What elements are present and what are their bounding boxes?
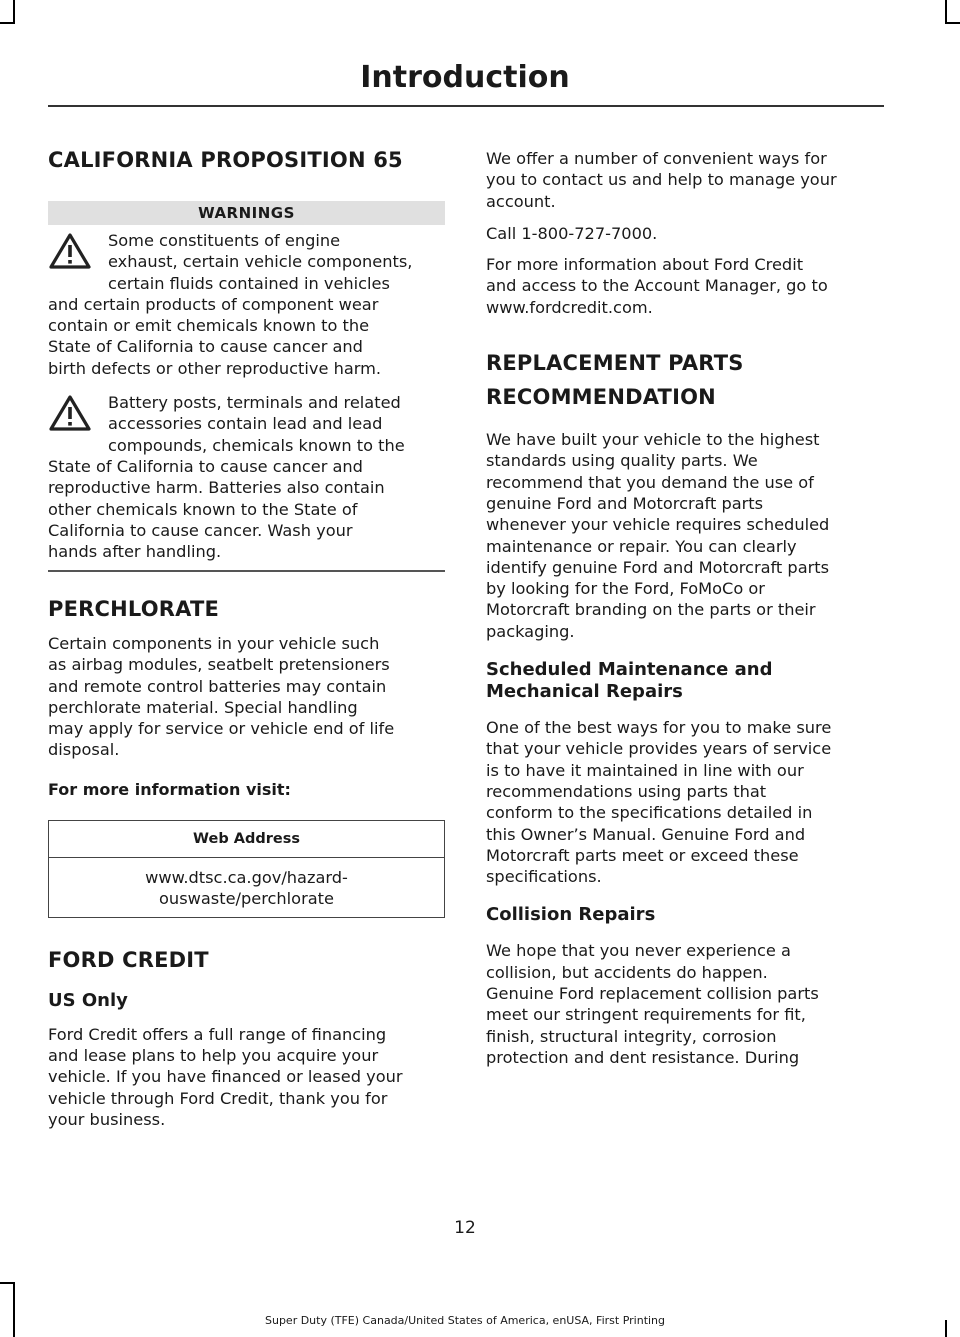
body-line: and lease plans to help you acquire your — [48, 1046, 379, 1066]
body-line: vehicle through Ford Credit, thank you for — [48, 1088, 388, 1108]
warnings-banner: WARNINGS — [48, 201, 445, 225]
warning-line: reproductive harm. Batteries also contain — [48, 478, 385, 498]
perchlorate-heading: PERCHLORATE — [48, 596, 220, 621]
warning-line: other chemicals known to the State of — [48, 499, 358, 519]
body-line: maintenance or repair. You can clearly — [486, 536, 797, 556]
header-title: Introduction — [360, 60, 570, 95]
body-line: meet our stringent requirements for fit, — [486, 1005, 806, 1025]
body-line: We hope that you never experience a — [486, 941, 791, 961]
body-line: your business. — [48, 1109, 166, 1129]
body-line: perchlorate material. Special handling — [48, 697, 358, 717]
body-line: is to have it maintained in line with our — [486, 760, 804, 780]
scheduled-heading — [486, 659, 880, 703]
body-line: identify genuine Ford and Motorcraft parts — [486, 557, 830, 577]
warning-line: Some constituents of engine — [108, 231, 341, 250]
warning-line: State of California to cause cancer and — [48, 337, 363, 357]
body-line: finish, structural integrity, corrosion — [486, 1026, 777, 1046]
replacement-heading-line: REPLACEMENT PARTS — [486, 351, 744, 376]
warnings-divider — [48, 570, 445, 572]
perchlorate-body — [48, 633, 445, 761]
body-line: collision, but accidents do happen. — [486, 962, 768, 982]
footer-text: Super Duty (TFE) Canada/United States of America, enUSA, First Printing — [264, 1314, 666, 1327]
body-line: disposal. — [48, 740, 120, 760]
collision-heading: Collision Repairs — [486, 904, 656, 926]
crop-mark — [13, 1282, 15, 1337]
header-divider — [48, 105, 884, 107]
body-line: and remote control batteries may contain — [48, 676, 387, 696]
crop-mark — [13, 0, 15, 24]
body-line: Ford Credit offers a full range of financing — [48, 1024, 387, 1044]
body-line: Motorcraft parts meet or exceed these — [486, 845, 799, 865]
page-header — [0, 60, 930, 95]
call-number: Call 1-800-727-7000. — [486, 223, 658, 243]
body-line: recommend that you demand the use of — [486, 472, 814, 492]
body-line: as airbag modules, seatbelt pretensioners — [48, 655, 390, 675]
body-line: For more information about Ford Credit — [486, 255, 804, 275]
replacement-heading-line: RECOMMENDATION — [486, 385, 716, 410]
warning-line: accessories contain lead and lead — [108, 414, 383, 434]
body-line: you to contact us and help to manage your — [486, 170, 837, 190]
table-cell — [49, 858, 444, 917]
warning-item — [48, 230, 445, 379]
body-line: that your vehicle provides years of service — [486, 739, 832, 759]
body-line: Motorcraft branding on the parts or their — [486, 600, 816, 620]
more-info-label: For more information visit: — [48, 779, 291, 799]
warning-line: and certain products of component wear — [48, 294, 379, 314]
body-line: We offer a number of convenient ways for — [486, 149, 827, 168]
body-line: packaging. — [486, 621, 575, 641]
body-line: may apply for service or vehicle end of life — [48, 719, 395, 739]
warning-line: State of California to cause cancer and — [48, 456, 363, 476]
crop-mark — [945, 0, 947, 24]
right-column — [486, 140, 880, 1068]
warning-triangle-icon — [48, 394, 92, 432]
body-line: One of the best ways for you to make sure — [486, 718, 832, 738]
table-header: Web Address — [49, 821, 444, 858]
left-column — [48, 140, 445, 1130]
warning-line: compounds, chemicals known to the — [108, 435, 405, 455]
warning-line: hands after handling. — [48, 542, 222, 562]
body-line: and access to the Account Manager, go to — [486, 276, 828, 296]
warning-line: contain or emit chemicals known to the — [48, 316, 370, 336]
crop-mark — [0, 1282, 15, 1284]
body-line: www.fordcredit.com. — [486, 297, 653, 317]
warning-line: exhaust, certain vehicle components, — [108, 252, 413, 272]
replacement-body — [486, 429, 880, 642]
crop-mark — [945, 22, 960, 24]
account-info — [486, 254, 880, 318]
collision-body — [486, 940, 880, 1068]
body-line: Genuine Ford replacement collision parts — [486, 984, 819, 1004]
crop-mark — [945, 1320, 947, 1337]
body-line: account. — [486, 191, 556, 211]
body-line: by looking for the Ford, FoMoCo or — [486, 579, 765, 599]
crop-mark — [0, 22, 15, 24]
warning-line: certain fluids contained in vehicles — [108, 273, 390, 293]
ford-credit-body — [48, 1024, 445, 1130]
web-address-table — [48, 820, 445, 918]
body-line: standards using quality parts. We — [486, 451, 758, 471]
body-line: conform to the specifications detailed in — [486, 803, 813, 823]
body-line: protection and dent resistance. During — [486, 1047, 800, 1067]
body-line: vehicle. If you have financed or leased your — [48, 1067, 403, 1087]
prop65-heading: CALIFORNIA PROPOSITION 65 — [48, 148, 403, 172]
body-line: this Owner’s Manual. Genuine Ford and — [486, 824, 806, 844]
scheduled-heading-line: Mechanical Repairs — [486, 681, 683, 703]
warning-line: Battery posts, terminals and related — [108, 393, 401, 413]
scheduled-body — [486, 717, 880, 887]
contact-intro — [486, 148, 880, 212]
web-address-line: www.dtsc.ca.gov/hazard- — [145, 867, 348, 887]
body-line: whenever your vehicle requires scheduled — [486, 515, 830, 535]
body-line: genuine Ford and Motorcraft parts — [486, 493, 764, 513]
us-only-heading: US Only — [48, 989, 128, 1011]
page-number: 12 — [454, 1218, 476, 1238]
scheduled-heading-line: Scheduled Maintenance and — [486, 659, 773, 681]
web-address-line: ouswaste/perchlorate — [159, 888, 334, 908]
body-line: Certain components in your vehicle such — [48, 633, 380, 653]
body-line: recommendations using parts that — [486, 781, 767, 801]
warning-line: birth defects or other reproductive harm. — [48, 358, 382, 378]
warning-item — [48, 392, 445, 562]
warning-triangle-icon — [48, 232, 92, 270]
body-line: We have built your vehicle to the highest — [486, 430, 820, 450]
ford-credit-heading: FORD CREDIT — [48, 947, 209, 972]
warning-line: California to cause cancer. Wash your — [48, 520, 353, 540]
body-line: specifications. — [486, 867, 602, 887]
